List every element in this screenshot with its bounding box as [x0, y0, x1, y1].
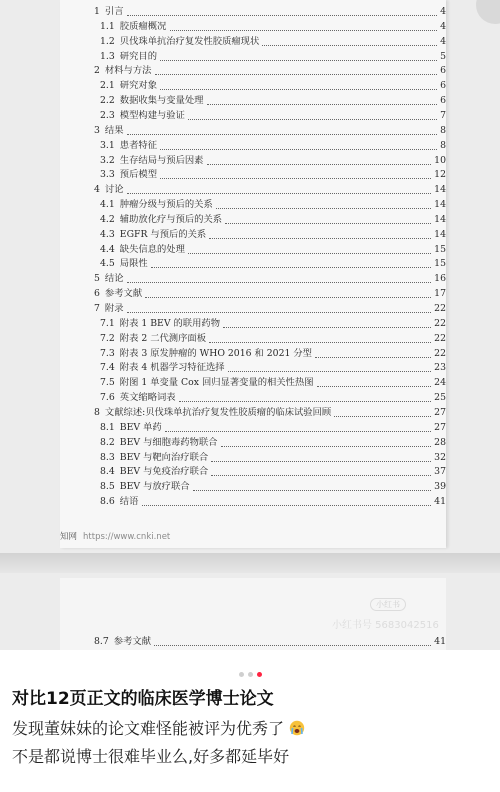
toc-page-number: 22	[434, 347, 446, 359]
toc-row	[100, 360, 446, 375]
toc-number: 1	[94, 6, 100, 17]
toc-title: 患者特征	[119, 139, 157, 151]
toc-leader	[207, 164, 431, 165]
toc-leader	[221, 446, 431, 447]
toc-title: 参考文献	[104, 288, 143, 300]
toc-row	[94, 286, 446, 301]
toc-row	[100, 464, 446, 479]
toc-leader	[211, 461, 431, 462]
toc-page-number: 6	[440, 80, 446, 92]
toc-row	[100, 242, 446, 257]
toc-title: 研究对象	[119, 80, 157, 92]
post-text-line	[12, 716, 305, 739]
thesis-toc-page-continued	[60, 578, 446, 650]
toc-leader	[193, 490, 431, 491]
carousel-dot[interactable]	[248, 672, 253, 677]
toc-page-number: 32	[434, 451, 446, 463]
toc-row	[100, 197, 446, 212]
toc-row	[100, 450, 446, 465]
toc-number: 8.4	[100, 466, 115, 478]
carousel-dot[interactable]	[239, 672, 244, 677]
toc-row	[100, 78, 446, 93]
toc-leader	[317, 386, 431, 387]
toc-title: 贝伐珠单抗治疗复发性胶质瘤现状	[119, 35, 260, 47]
toc-leader	[160, 149, 437, 150]
toc-number: 8.3	[100, 451, 115, 463]
toc-title: BEV 与放疗联合	[119, 481, 190, 493]
toc-row	[100, 227, 446, 242]
toc-number: 8.1	[100, 421, 115, 433]
toc-leader	[228, 371, 431, 372]
toc-page-number: 7	[440, 109, 446, 121]
toc-number: 8.5	[100, 481, 115, 493]
toc-page-number: 28	[434, 436, 446, 448]
toc-number: 8.2	[100, 436, 115, 448]
toc-title: 缺失信息的处理	[119, 243, 185, 255]
toc-number: 3	[94, 124, 100, 136]
toc-leader	[127, 312, 431, 313]
toc-leader	[151, 267, 431, 268]
toc-title: 结语	[119, 496, 139, 508]
toc-row	[94, 301, 446, 316]
toc-number: 3.2	[100, 154, 115, 166]
toc-row	[94, 123, 446, 138]
toc-leader	[145, 297, 431, 298]
toc-leader	[127, 282, 431, 283]
post-title: 对比12页正文的临床医学博士论文	[12, 689, 274, 709]
toc-number: 7.6	[100, 392, 115, 404]
toc-page-number: 41	[434, 496, 446, 508]
cnki-watermark	[60, 530, 170, 542]
toc-title: 附图 1 单变量 Cox 回归显著变量的相关性热图	[119, 377, 314, 389]
toc-title: 模型构建与验证	[119, 109, 185, 121]
toc-page-number: 22	[434, 317, 446, 329]
toc-row	[100, 167, 446, 182]
toc-leader	[155, 74, 437, 75]
toc-title: 附表 4 机器学习特征选择	[119, 362, 225, 374]
toc-row	[100, 420, 446, 435]
toc-page-number: 8	[440, 139, 446, 151]
toc-row	[100, 93, 446, 108]
toc-number: 4.5	[100, 258, 115, 270]
toc-number: 4	[94, 184, 100, 196]
toc-title: BEV 单药	[119, 421, 162, 433]
toc-title: 附表 1 BEV 的联用药物	[119, 317, 220, 329]
toc-number: 8.7	[94, 636, 109, 647]
toc-page-number: 4	[440, 6, 446, 17]
toc-title: 辅助放化疗与预后的关系	[119, 213, 223, 225]
toc-number: 2.3	[100, 109, 115, 121]
toc-leader	[334, 416, 431, 417]
toc-title: 材料与方法	[104, 65, 152, 77]
toc-page-number: 39	[434, 481, 446, 493]
toc-title: BEV 与免疫治疗联合	[119, 466, 209, 478]
toc-leader	[160, 89, 437, 90]
toc-number: 8.6	[100, 496, 115, 508]
post-text-line-2: 不是都说博士很难毕业么,好多都延毕好	[12, 747, 290, 766]
toc-row	[94, 405, 446, 420]
carousel-dot[interactable]	[257, 672, 262, 677]
toc-number: 2	[94, 65, 100, 77]
toc-leader	[225, 223, 431, 224]
toc-number: 7.5	[100, 377, 115, 389]
toc-page-number: 25	[434, 392, 446, 404]
toc-title: 预后模型	[119, 169, 157, 181]
toc-leader	[216, 208, 431, 209]
toc-row	[100, 435, 446, 450]
toc-row	[100, 390, 446, 405]
toc-page-number: 6	[440, 95, 446, 107]
toc-number: 5	[94, 273, 100, 285]
toc-leader	[160, 178, 431, 179]
toc-number: 6	[94, 288, 100, 300]
toc-number: 7.4	[100, 362, 115, 374]
toc-leader	[315, 357, 431, 358]
toc-number: 3.3	[100, 169, 115, 181]
toc-number: 7.1	[100, 317, 115, 329]
toc-page-number: 23	[434, 362, 446, 374]
toc-number: 7.3	[100, 347, 115, 359]
toc-leader	[179, 401, 431, 402]
toc-title: 英文缩略词表	[119, 392, 176, 404]
toc-page-number: 10	[434, 154, 446, 166]
toc-title: 附表 3 原发肿瘤的 WHO 2016 和 2021 分型	[119, 347, 312, 359]
toc-leader	[142, 505, 431, 506]
toc-page-number: 22	[434, 303, 446, 314]
toc-page-number: 12	[434, 169, 446, 181]
toc-title: 文献综述:贝伐珠单抗治疗复发性胶质瘤的临床试验回顾	[104, 406, 332, 418]
cnki-url: https://www.cnki.net	[83, 532, 171, 542]
toc-row	[100, 375, 446, 390]
toc-title: 结果	[104, 124, 124, 136]
toc-title: 研究目的	[119, 50, 157, 62]
toc-leader	[165, 431, 431, 432]
toc-page-number: 22	[434, 332, 446, 344]
toc-page-number: 5	[440, 50, 446, 62]
toc-leader	[127, 15, 437, 16]
toc-page-number: 14	[434, 184, 446, 196]
carousel-indicator[interactable]	[0, 662, 500, 672]
toc-page-number: 41	[434, 636, 446, 647]
toc-number: 4.2	[100, 213, 115, 225]
toc-title: 参考文献	[113, 636, 151, 647]
post-text-line-1: 发现董妹妹的论文难怪能被评为优秀了	[12, 719, 285, 738]
toc-title: 数据收集与变量处理	[119, 95, 204, 107]
toc-row	[94, 634, 446, 649]
toc-leader	[188, 119, 437, 120]
toc-title: 结论	[104, 273, 124, 285]
toc-title: 生存结局与预后因素	[119, 154, 204, 166]
toc-leader	[127, 193, 431, 194]
toc-row	[94, 63, 446, 78]
toc-row	[100, 34, 446, 49]
toc-number: 4.3	[100, 228, 115, 240]
toc-leader	[223, 327, 431, 328]
toc-row	[100, 108, 446, 123]
cnki-label: 知网	[60, 532, 78, 542]
toc-row	[100, 153, 446, 168]
toc-row	[94, 4, 446, 19]
toc-leader	[211, 475, 431, 476]
toc-leader	[262, 45, 437, 46]
toc-leader	[209, 238, 431, 239]
toc-number: 4.1	[100, 199, 115, 211]
toc-page-number: 37	[434, 466, 446, 478]
toc-number: 7.2	[100, 332, 115, 344]
toc-page-number: 24	[434, 377, 446, 389]
toc-row	[100, 138, 446, 153]
toc-number: 1.1	[100, 20, 115, 32]
toc-page-number: 15	[434, 243, 446, 255]
toc-number: 1.3	[100, 50, 115, 62]
toc-title: BEV 与细胞毒药物联合	[119, 436, 218, 448]
xiaohongshu-watermark-id: 小红书号 5683042516	[332, 620, 439, 631]
toc-page-number: 17	[434, 288, 446, 300]
toc-number: 4.4	[100, 243, 115, 255]
toc-number: 3.1	[100, 139, 115, 151]
toc-leader	[207, 104, 437, 105]
toc-row	[100, 346, 446, 361]
toc-row	[100, 212, 446, 227]
toc-title: BEV 与靶向治疗联合	[119, 451, 209, 463]
toc-page-number: 16	[434, 273, 446, 285]
toc-leader	[160, 60, 437, 61]
toc-row	[100, 316, 446, 331]
toc-page-number: 14	[434, 199, 446, 211]
toc-page-number: 15	[434, 258, 446, 270]
toc-page-number: 8	[440, 124, 446, 136]
toc-number: 2.1	[100, 80, 115, 92]
toc-title: 引言	[104, 6, 124, 17]
toc-page-number: 6	[440, 65, 446, 77]
toc-page-number: 27	[434, 421, 446, 433]
toc-page-number: 4	[440, 20, 446, 32]
toc-page-number: 4	[440, 35, 446, 47]
toc-row	[100, 256, 446, 271]
toc-row	[94, 182, 446, 197]
toc-leader	[154, 645, 431, 646]
toc-row	[94, 271, 446, 286]
toc-title: 局限性	[119, 258, 148, 270]
toc-row	[100, 479, 446, 494]
toc-row	[100, 331, 446, 346]
close-corner-icon[interactable]	[476, 0, 500, 24]
toc-row	[100, 19, 446, 34]
toc-leader	[127, 134, 437, 135]
toc-page-number: 27	[434, 406, 446, 418]
toc-row	[100, 49, 446, 64]
toc-title: 附表 2 二代测序面板	[119, 332, 206, 344]
toc-number: 8	[94, 406, 100, 418]
toc-title: EGFR 与预后的关系	[119, 228, 207, 240]
thesis-toc-page	[60, 0, 446, 548]
page-gap	[0, 553, 500, 573]
toc-title: 胶质瘤概况	[119, 20, 167, 32]
crying-face-icon	[289, 720, 305, 736]
toc-number: 1.2	[100, 35, 115, 47]
toc-leader	[170, 30, 437, 31]
toc-title: 附录	[104, 303, 124, 314]
toc-row	[100, 494, 446, 509]
toc-leader	[209, 342, 431, 343]
toc-page-number: 14	[434, 213, 446, 225]
toc-title: 肿瘤分级与预后的关系	[119, 199, 213, 211]
xiaohongshu-watermark-badge: 小红书	[370, 598, 406, 611]
toc-leader	[188, 253, 431, 254]
toc-page-number: 14	[434, 228, 446, 240]
toc-number: 2.2	[100, 95, 115, 107]
toc-title: 讨论	[104, 184, 124, 196]
toc-number: 7	[94, 303, 100, 314]
